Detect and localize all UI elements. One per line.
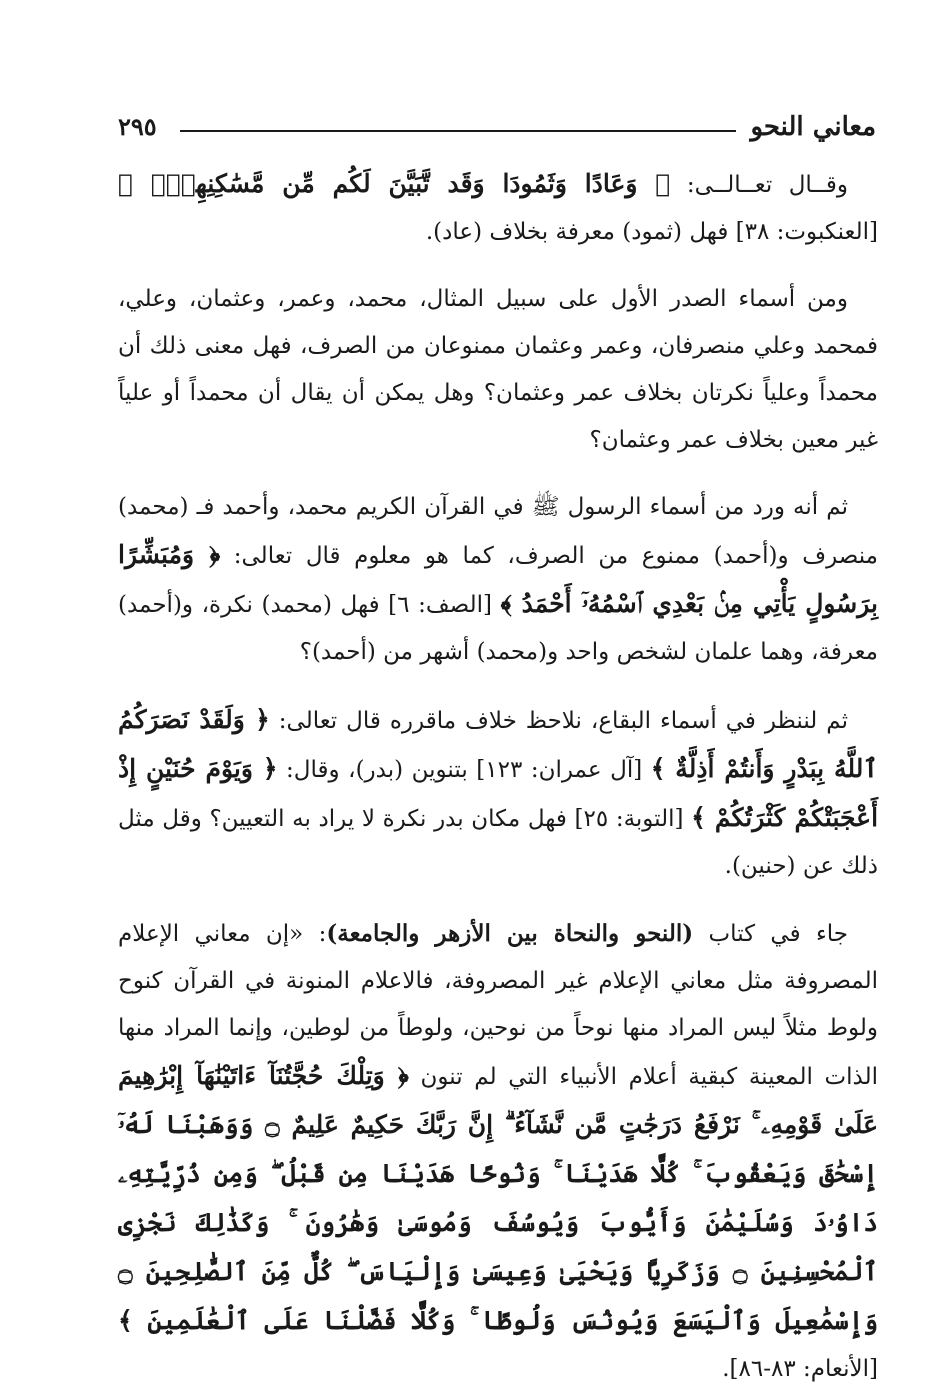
paragraph-text: [آل عمران: ١٢٣] بتنوين (بدر)، وقال: [277,757,651,783]
quran-quote: ﴿ وَلَقَدْ نَصَرَكُمُ ٱللَّهُ بِبَدْرٍ وَأَنتُمْ أَذِلَّةٌ ﴾ [118,705,878,783]
paragraph-text: ومن أسماء الصدر الأول على سبيل المثال، محمد، وعمر، وعثمان، وعلي، فمحمد وعلي منصرفان، وعمر وعثمان ممنوعان من الصرف، فهل معنى ذلك أن محمداً وعلياً نكرتان بخلاف عمر وعثمان؟ وهل يمكن أن يقال أن محمداً أو علياً غير معين بخلاف عمر وعثمان؟ [118,286,878,453]
paragraph-text: [التوبة: ٢٥] فهل مكان بدر نكرة لا يراد به التعيين؟ وقل مثل ذلك عن (حنين). [118,806,878,879]
running-header [118,110,876,146]
paragraph-text: جاء في كتاب [693,921,848,947]
running-title: معاني النحو [750,112,876,142]
paragraph-1 [118,160,878,256]
paragraph-text: : «إن معاني الإعلام المصروفة مثل معاني الإعلام غير المصروفة، فالاعلام المنونة في القرآن كنوح ولوط مثلاً ليس المراد منها نوحاً من نوحين، ولوطاً من لوطين، وإنما المراد منها الذات المعينة كبقية أعلام الأنبياء التي لم تنون [118,921,879,1090]
quran-quote: ﴿ وَمُبَشِّرًا بِرَسُولٍ يَأْتِي مِنۢ بَعْدِي ٱسْمُهُۥٓ أَحْمَدُ ﴾ [118,540,878,618]
paragraph-4 [118,696,878,890]
paragraph-3 [118,484,878,676]
header-rule [180,130,736,132]
quran-quote: ﴿ وَيَوْمَ حُنَيْنٍ إِذْ أَعْجَبَتْكُمْ كَثْرَتُكُمْ ﴾ [118,754,879,832]
paragraph-5 [118,910,878,1393]
paragraph-2 [118,276,878,464]
quran-quote: ﴿ وَتِلْكَ حُجَّتُنَآ ءَاتَيْنَٰهَآ إِبْرَٰهِيمَ عَلَىٰ قَوْمِهِۦ ۚ نَرْفَعُ دَرَجَٰتٍ مَّن نَّشَآءُ ۗ إِنَّ رَبَّكَ حَكِيمٌ عَلِيمٌ ۝ وَوَهَبْنَا لَهُۥٓ إِسْحَٰقَ وَيَعْقُوبَ ۚ كُلًّا هَدَيْنَا ۚ وَنُوحًا هَدَيْنَا مِن قَبْلُ ۖ وَمِن ذُرِّيَّتِهِۦ دَاوُۥدَ وَسُلَيْمَٰنَ وَأَيُّوبَ وَيُوسُفَ وَمُوسَىٰ وَهَٰرُونَ ۚ وَكَذَٰلِكَ نَجْزِى ٱلْمُحْسِنِينَ ۝ وَزَكَرِيَّا وَيَحْيَىٰ وَعِيسَىٰ وَإِلْيَاسَ ۖ كُلٌّ مِّنَ ٱلصَّٰلِحِينَ ۝ وَإِسْمَٰعِيلَ وَٱلْيَسَعَ وَيُونُسَ وَلُوطًا ۚ وَكُلًّا فَضَّلْنَا عَلَى ٱلْعَٰلَمِينَ ﴾ [118,1061,878,1335]
book-title: (النحو والنحاة بين الأزهر والجامعة) [326,920,694,947]
paragraph-text: [الصف: ٦] فهل (محمد) نكرة، و(أحمد) معرفة، وهما علمان لشخص واحد و(محمد) أشهر من (أحمد)؟ [118,592,878,665]
paragraph-text: وقــال تعــالــى: [670,172,849,198]
paragraph-text: [الأنعام: ٨٣-٨٦]. [722,1356,878,1382]
page-body [118,160,878,1393]
quran-quote: ﴿ وَعَادًا وَثَمُودَا وَقَد تَّبَيَّنَ لَكُم مِّن مَّسَٰكِنِهِمْۖ ﴾ [118,169,671,198]
paragraph-text: [العنكبوت: ٣٨] فهل (ثمود) معرفة بخلاف (عاد). [425,219,878,245]
paragraph-text: ثم أنه ورد من أسماء الرسول ﷺ في القرآن الكريم محمد، وأحمد فـ (محمد) منصرف و(أحمد) ممنوع من الصرف، كما هو معلوم قال تعالى: [118,494,878,569]
page-number: ٢٩٥ [118,112,157,141]
paragraph-text: ثم لننظر في أسماء البقاع، نلاحظ خلاف ماقرره قال تعالى: [269,708,848,734]
